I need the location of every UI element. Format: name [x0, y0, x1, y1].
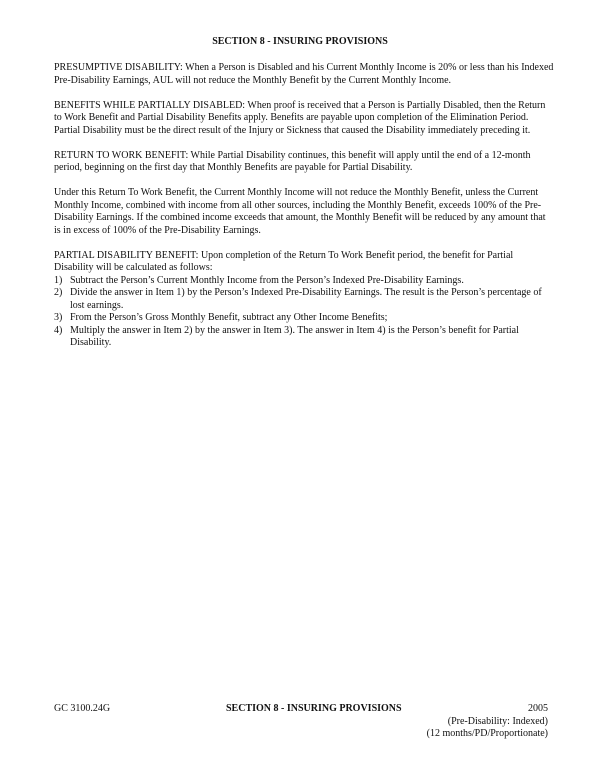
list-item-number: 2): [54, 287, 63, 298]
footer-year: 2005: [528, 703, 548, 714]
list-item-text: Divide the answer in Item 1) by the Person’s Indexed Pre-Disability Earnings. The result is the Person’s percentage of lost earnings.: [70, 287, 542, 311]
paragraph-benefits-partially-disabled: BENEFITS WHILE PARTIALLY DISABLED: When proof is received that a Person is Partially Disabled, then the Return to Work Benefit and Partial Disability Benefits apply. Benefits are payable upon completion of the Elimination Period. Partial Disability must be the direct result of the Injury or Sickness that caused the Disability immediately preceding it.: [54, 99, 546, 136]
page-footer: [54, 703, 548, 748]
list-item: [54, 312, 554, 325]
footer-form-number: GC 3100.24G: [54, 703, 111, 714]
footer-pre-disability-note: (Pre-Disability: Indexed): [447, 715, 548, 727]
list-item-text: Subtract the Person’s Current Monthly Income from the Person’s Indexed Pre-Disability Earnings.: [70, 274, 464, 286]
paragraph-return-to-work-benefit: RETURN TO WORK BENEFIT: While Partial Disability continues, this benefit will apply until the end of a 12-month period, beginning on the first day that Monthly Benefits are payable for Partial Disability.: [54, 149, 531, 173]
list-item-text: From the Person’s Gross Monthly Benefit, subtract any Other Income Benefits;: [70, 312, 388, 323]
calculation-steps-list: [54, 275, 554, 350]
list-item-number: 4): [54, 324, 63, 336]
footer-section-title: SECTION 8 - INSURING PROVISIONS: [226, 703, 402, 714]
list-item-text: Multiply the answer in Item 2) by the answer in Item 3). The answer in Item 4) is the Person’s benefit for Partial Disability.: [70, 324, 519, 348]
list-item-number: 3): [54, 312, 63, 323]
paragraph-presumptive-disability: PRESUMPTIVE DISABILITY: When a Person is Disabled and his Current Monthly Income is 20% or less than his Indexed Pre-Disability Earnings, AUL will not reduce the Monthly Benefit by the Current Monthly Income.: [54, 62, 554, 86]
paragraph-partial-disability-benefit: PARTIAL DISABILITY BENEFIT: Upon completion of the Return To Work Benefit period, the benefit for Partial Disability will be calculated as follows:: [54, 249, 514, 273]
list-item: [54, 287, 554, 312]
footer-plan-note: (12 months/PD/Proportionate): [426, 728, 548, 739]
list-item: [54, 325, 554, 350]
paragraph-under-return-to-work: Under this Return To Work Benefit, the Current Monthly Income will not reduce the Monthly Benefit, unless the Current Monthly Income, combined with income from all other sources, including the Monthly Benefit, exceeds 100% of the Pre-Disability Earnings. If the combined income exceeds that amount, the Monthly Benefit will be reduced by any amount that is in excess of 100% of the Pre-Disability Earnings.: [54, 187, 546, 236]
page-title: SECTION 8 - INSURING PROVISIONS: [212, 36, 388, 47]
list-item-number: 1): [54, 274, 63, 286]
document-body: [54, 62, 554, 350]
footer-right-block: [427, 703, 548, 741]
list-item: [54, 275, 554, 288]
